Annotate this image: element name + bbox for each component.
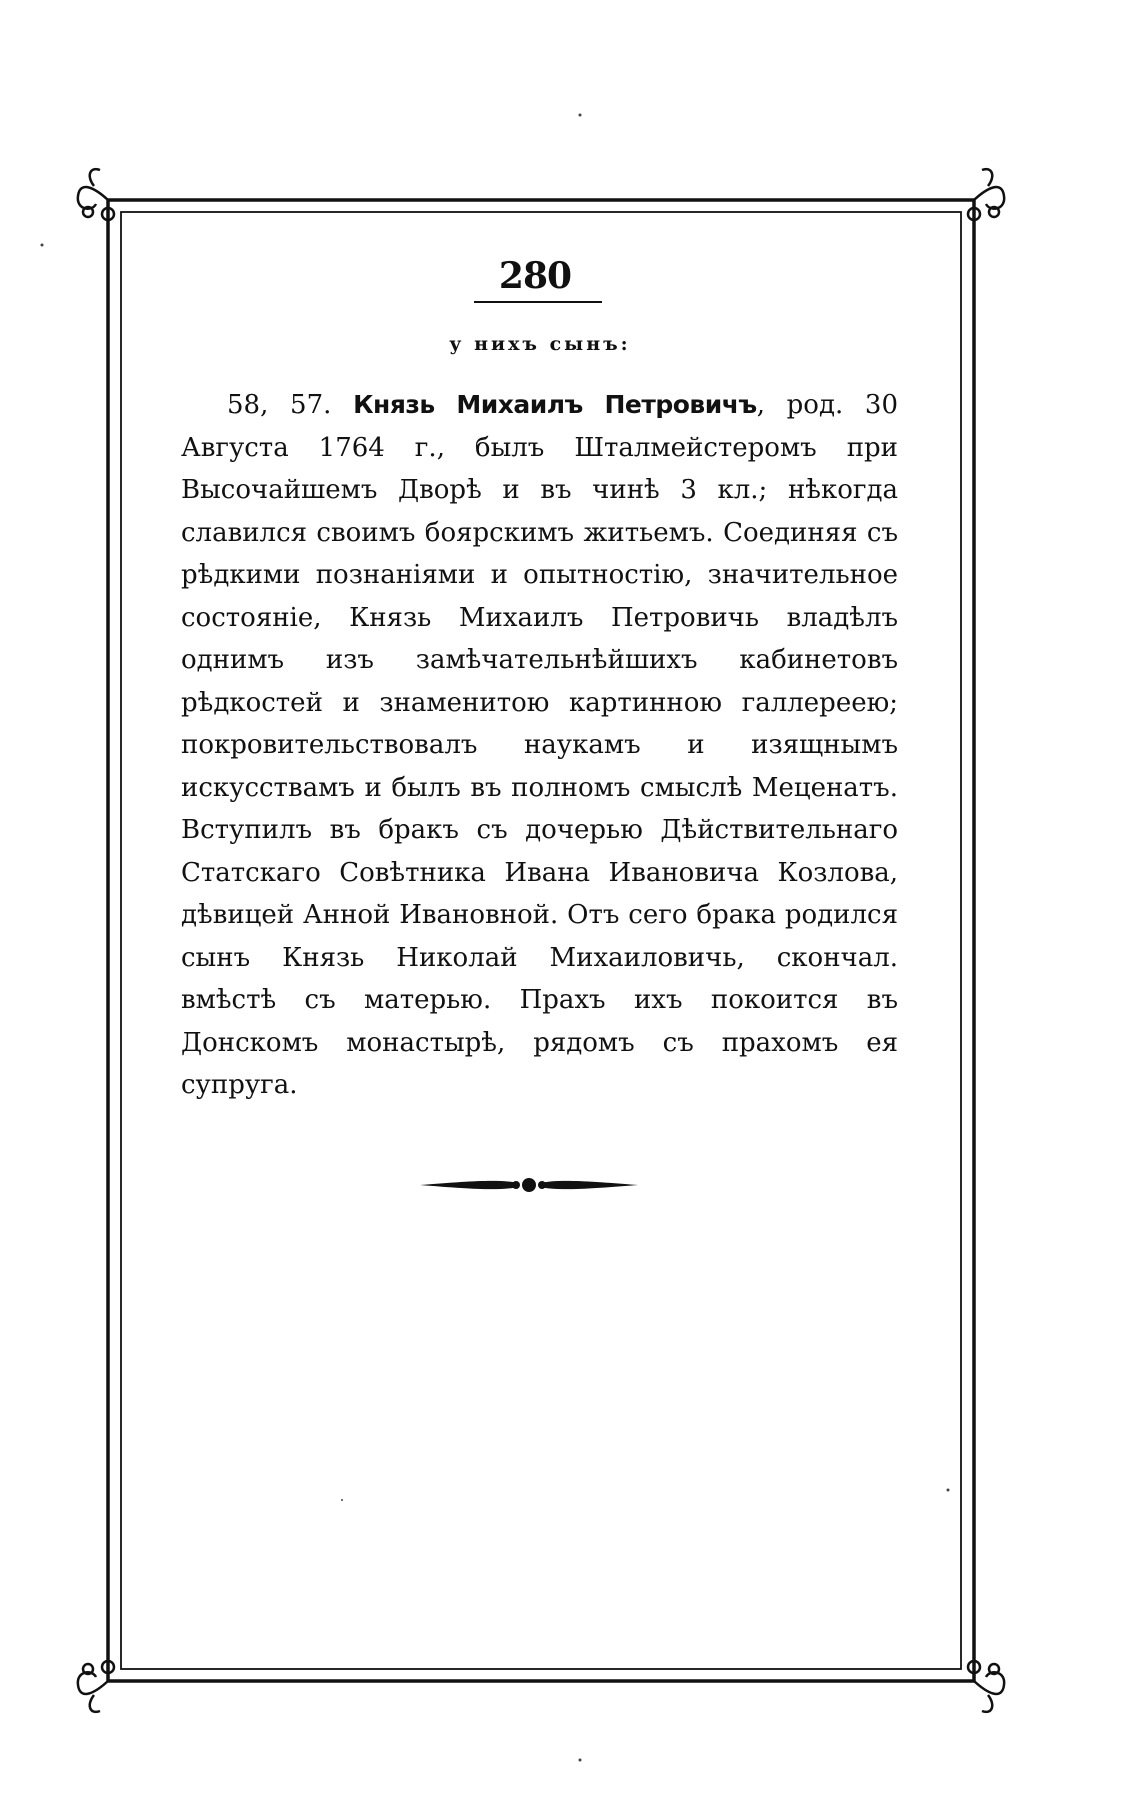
entry-numbers: 58, 57.: [227, 390, 332, 420]
page-number: 280: [498, 255, 572, 297]
entry-text: , род. 30 Августа 1764 г., былъ Шталмейстеромъ при Высочайшемъ Дворѣ и въ чинѣ 3 кл.; нѣкогда славился своимъ боярскимъ житьемъ. Соединяя съ рѣдкими познаніями и опытностію, значительное состояніе, Князь Михаилъ Петровичь владѣлъ однимъ изъ замѣчательнѣйшихъ кабинетовъ рѣдкостей и знаменитою картинною галлереею; покровительствовалъ наукамъ и изящнымъ искусствамъ и былъ въ полномъ смыслѣ Меценатъ. Вступилъ въ бракъ съ дочерью Дѣйствительнаго Статскаго Совѣтника Ивана Ивановича Козлова, дѣвицей Анной Ивановной. Отъ сего брака родился сынъ Князь Николай Михаиловичь, скончал. вмѣстѣ съ матерью. Прахъ ихъ покоится въ Донскомъ монастырѣ, рядомъ съ прахомъ ея супруга.: [181, 390, 899, 1100]
entry-name: Князь Михаилъ Петровичъ: [353, 390, 757, 419]
section-heading: у нихъ сынъ:: [449, 333, 631, 355]
entry-paragraph: [181, 384, 898, 1107]
page-number-rule: [474, 301, 602, 303]
tailpiece-ornament-icon: [420, 1178, 638, 1192]
